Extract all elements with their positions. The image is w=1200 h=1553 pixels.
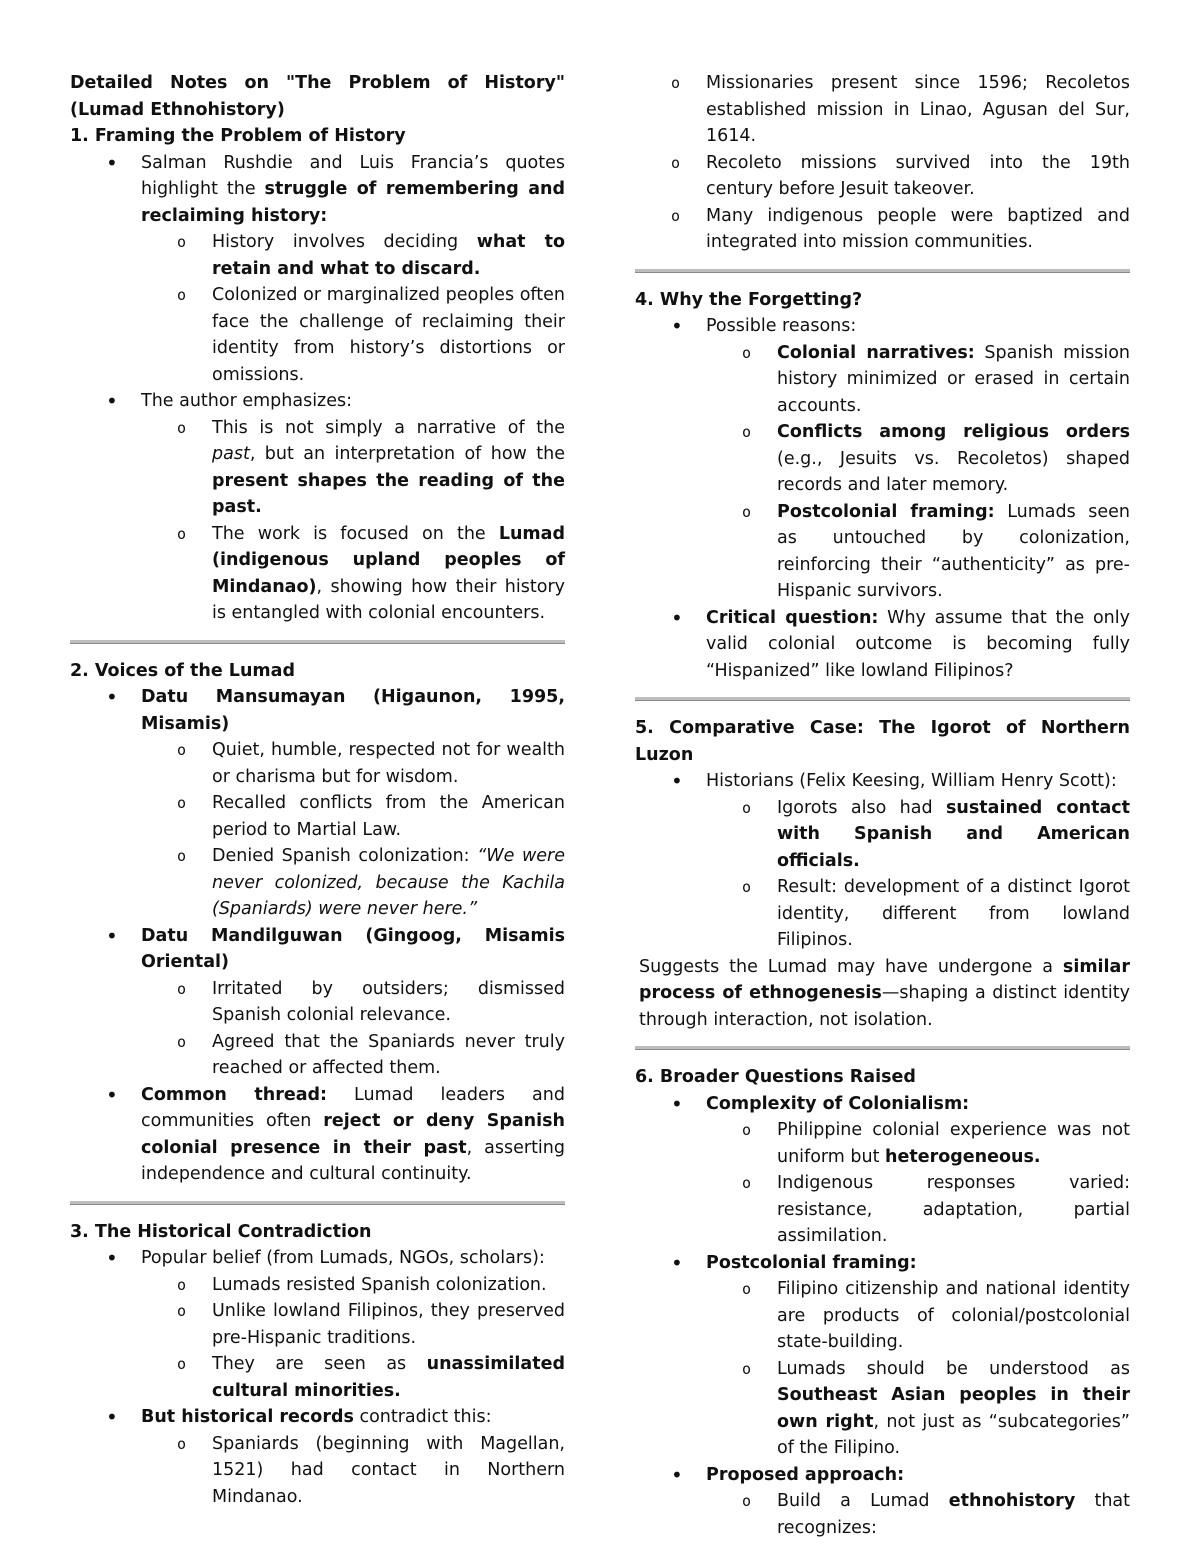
- section-3-heading: 3. The Historical Contradiction: [70, 1221, 372, 1242]
- section-2-heading: 2. Voices of the Lumad: [70, 660, 295, 681]
- list-item: • Possible reasons: o Colonial narratives: Spanish mission history minimized or erased in certain accounts. o Conflicts among religious orders (e.g., Jesuits vs. Recoletos) shaped records and later memory. o Postcolonial framing: Lumads seen as untouched by colonization, reinforcing their “authenticity” as pre-Hispanic survivors.: [635, 313, 1130, 605]
- sub-list: [706, 1117, 1130, 1250]
- list-item: o Result: development of a distinct Igorot identity, different from lowland Filipinos.: [706, 874, 1130, 954]
- section-1-heading: 1. Framing the Problem of History: [70, 126, 406, 146]
- section-1-list: [70, 150, 565, 627]
- list-item: • But historical records contradict this: o Spaniards (beginning with Magellan, 1521) had contact in Northern Mindanao.: [70, 1404, 565, 1510]
- list-item: o Many indigenous people were baptized and integrated into mission communities.: [635, 203, 1130, 256]
- list-item: o Indigenous responses varied: resistance, adaptation, partial assimilation.: [706, 1170, 1130, 1250]
- list-item: o Lumads resisted Spanish colonization.: [141, 1272, 565, 1299]
- list-item: o Recalled conflicts from the American period to Martial Law.: [141, 790, 565, 843]
- list-item: o Spaniards (beginning with Magellan, 1521) had contact in Northern Mindanao.: [141, 1431, 565, 1511]
- list-item: o Recoleto missions survived into the 19th century before Jesuit takeover.: [635, 150, 1130, 203]
- list-item: • Critical question: Why assume that the only valid colonial outcome is becoming fully “Hispanized” like lowland Filipinos?: [635, 605, 1130, 685]
- sub-list: [141, 229, 565, 388]
- list-item: o Colonial narratives: Spanish mission history minimized or erased in certain accounts.: [706, 340, 1130, 420]
- list-item: o Colonized or marginalized peoples often face the challenge of reclaiming their identity from history’s distortions or omissions.: [141, 282, 565, 388]
- list-item: o Lumads should be understood as Southeast Asian peoples in their own right, not just as “subcategories” of the Filipino.: [706, 1356, 1130, 1462]
- section-4-list: [635, 313, 1130, 684]
- list-item: o Denied Spanish colonization: “We were never colonized, because the Kachila (Spaniards) were never here.”: [141, 843, 565, 923]
- sub-list: [706, 340, 1130, 605]
- list-item: o Quiet, humble, respected not for wealth or charisma but for wisdom.: [141, 737, 565, 790]
- left-column: [70, 70, 565, 1510]
- list-item: o Missionaries present since 1596; Recoletos established mission in Linao, Agusan del Sur, 1614.: [635, 70, 1130, 150]
- list-item: o Filipino citizenship and national identity are products of colonial/postcolonial state-building.: [706, 1276, 1130, 1356]
- list-item: o Philippine colonial experience was not uniform but heterogeneous.: [706, 1117, 1130, 1170]
- section-6-heading: 6. Broader Questions Raised: [635, 1067, 916, 1087]
- list-item: • Common thread: Lumad leaders and communities often reject or deny Spanish colonial presence in their past, asserting independence and cultural continuity.: [70, 1082, 565, 1188]
- sub-list: [141, 737, 565, 923]
- section-divider: [70, 1201, 565, 1205]
- section-5-list: [635, 768, 1130, 954]
- section-divider: [635, 697, 1130, 701]
- section-3-continued-list: [635, 70, 1130, 256]
- sub-list: [141, 415, 565, 627]
- sub-list: [706, 1488, 1130, 1541]
- list-item: • Salman Rushdie and Luis Francia’s quotes highlight the struggle of remembering and reclaiming history: o History involves deciding what to retain and what to discard. o Colonized or marginalized peoples often face the challenge of reclaiming their identity from history’s distortions or omissions.: [70, 150, 565, 389]
- list-item: o Irritated by outsiders; dismissed Spanish colonial relevance.: [141, 976, 565, 1029]
- sub-list: [141, 1272, 565, 1405]
- sub-list: [706, 795, 1130, 954]
- list-item: • Popular belief (from Lumads, NGOs, scholars): o Lumads resisted Spanish colonization. o Unlike lowland Filipinos, they preserved pre-Hispanic traditions. o They are seen as unassimilated cultural minorities.: [70, 1245, 565, 1404]
- list-item: o The work is focused on the Lumad (indigenous upland peoples of Mindanao), showing how their history is entangled with colonial encounters.: [141, 521, 565, 627]
- list-item: • Datu Mandilguwan (Gingoog, Misamis Oriental) o Irritated by outsiders; dismissed Spanish colonial relevance. o Agreed that the Spaniards never truly reached or affected them.: [70, 923, 565, 1082]
- list-item: o This is not simply a narrative of the past, but an interpretation of how the present shapes the reading of the past.: [141, 415, 565, 521]
- section-divider: [635, 269, 1130, 273]
- list-item: • Datu Mansumayan (Higaunon, 1995, Misamis) o Quiet, humble, respected not for wealth or charisma but for wisdom. o Recalled conflicts from the American period to Martial Law. o Denied Spanish colonization: “We were never colonized, because the Kachila (Spaniards) were never here.”: [70, 684, 565, 923]
- section-4-heading: 4. Why the Forgetting?: [635, 289, 863, 310]
- list-item: • Historians (Felix Keesing, William Henry Scott): o Igorots also had sustained contact with Spanish and American officials. o Result: development of a distinct Igorot identity, different from lowland Filipinos.: [635, 768, 1130, 954]
- list-item: • The author emphasizes: o This is not simply a narrative of the past, but an interpretation of how the present shapes the reading of the past. o The work is focused on the Lumad (indigenous upland peoples of Mindanao), showing how their history is entangled with colonial encounters.: [70, 388, 565, 627]
- list-item: o Conflicts among religious orders (e.g., Jesuits vs. Recoletos) shaped records and later memory.: [706, 419, 1130, 499]
- section-6-list: [635, 1091, 1130, 1542]
- right-column: [635, 70, 1130, 1541]
- list-item: • Complexity of Colonialism: o Philippine colonial experience was not uniform but heterogeneous. o Indigenous responses varied: resistance, adaptation, partial assimilation.: [635, 1091, 1130, 1250]
- section-divider: [70, 640, 565, 644]
- list-item: • Postcolonial framing: o Filipino citizenship and national identity are products of colonial/postcolonial state-building. o Lumads should be understood as Southeast Asian peoples in their own right, not just as “subcategories” of the Filipino.: [635, 1250, 1130, 1462]
- list-item: o Agreed that the Spaniards never truly reached or affected them.: [141, 1029, 565, 1082]
- document-title: Detailed Notes on "The Problem of History" (Lumad Ethnohistory): [70, 73, 565, 120]
- section-2-list: [70, 684, 565, 1188]
- list-item: o Igorots also had sustained contact with Spanish and American officials.: [706, 795, 1130, 875]
- list-item: o Postcolonial framing: Lumads seen as untouched by colonization, reinforcing their “authenticity” as pre-Hispanic survivors.: [706, 499, 1130, 605]
- list-item: o Unlike lowland Filipinos, they preserved pre-Hispanic traditions.: [141, 1298, 565, 1351]
- list-item: o Build a Lumad ethnohistory that recognizes:: [706, 1488, 1130, 1541]
- section-3-list: [70, 1245, 565, 1510]
- section-5-paragraph: Suggests the Lumad may have undergone a similar process of ethnogenesis—shaping a distinct identity through interaction, not isolation.: [639, 956, 1130, 1030]
- section-divider: [635, 1046, 1130, 1050]
- sub-list: [706, 1276, 1130, 1462]
- list-item: o History involves deciding what to retain and what to discard.: [141, 229, 565, 282]
- section-5-heading: 5. Comparative Case: The Igorot of Northern Luzon: [635, 718, 1130, 765]
- sub-list: [141, 1431, 565, 1511]
- list-item: o They are seen as unassimilated cultural minorities.: [141, 1351, 565, 1404]
- sub-list: [141, 976, 565, 1082]
- list-item: • Proposed approach: o Build a Lumad ethnohistory that recognizes:: [635, 1462, 1130, 1542]
